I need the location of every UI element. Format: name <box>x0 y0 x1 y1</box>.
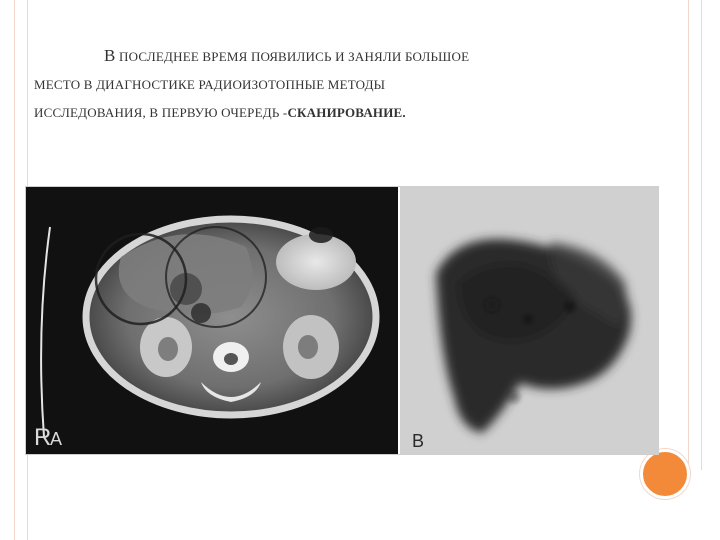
text-line-2: МЕСТО В ДИАГНОСТИКЕ РАДИОИЗОТОПНЫЕ МЕТОДЫ <box>34 77 386 92</box>
scintigraphy-panel <box>400 187 658 454</box>
text-line-3 <box>34 99 654 127</box>
scintigraphy-image <box>400 187 658 454</box>
text-line-1 <box>34 42 654 71</box>
slide-text <box>34 42 654 127</box>
drop-capital: В <box>104 46 116 65</box>
text-line-1-rest: ПОСЛЕДНЕЕ ВРЕМЯ ПОЯВИЛИСЬ И ЗАНЯЛИ БОЛЬШОЕ <box>115 49 470 64</box>
label-b: B <box>412 431 425 451</box>
label-a: A <box>50 429 63 449</box>
orange-circle-ornament <box>640 449 690 499</box>
label-r: R <box>34 424 52 451</box>
right-decorative-rule <box>688 0 702 470</box>
ct-scan-panel <box>26 187 398 454</box>
text-line-3-prefix: ИССЛЕДОВАНИЯ, В ПЕРВУЮ ОЧЕРЕДЬ - <box>34 105 288 120</box>
emphasis-scanning: СКАНИРОВАНИЕ. <box>287 105 406 120</box>
stomach-region <box>276 234 356 290</box>
medical-figure <box>25 186 659 455</box>
ct-scan-image <box>26 187 398 454</box>
